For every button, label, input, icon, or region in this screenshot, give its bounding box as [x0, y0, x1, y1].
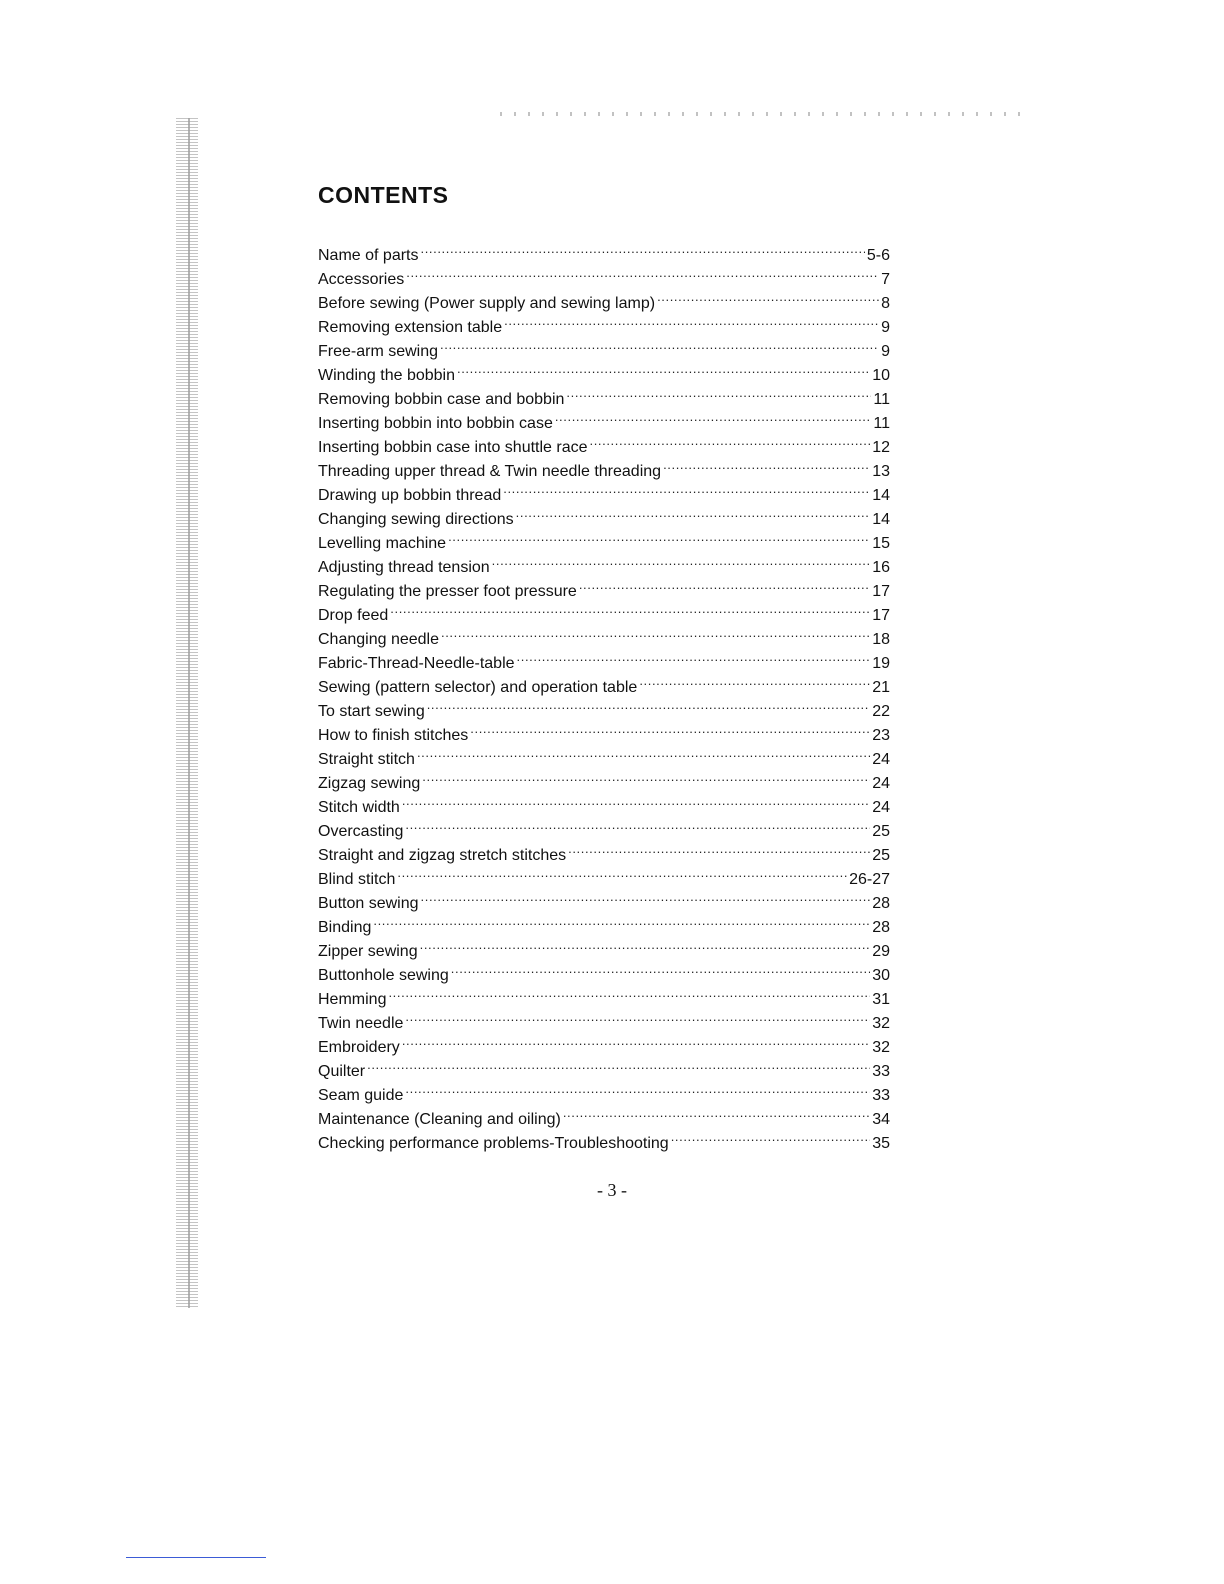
toc-entry — [318, 884, 890, 912]
dot-leader — [417, 740, 870, 764]
dot-leader — [451, 956, 870, 980]
toc-entry-label: Inserting bobbin case into shuttle race — [318, 439, 588, 456]
dot-leader — [566, 380, 871, 404]
toc-entry-label: Adjusting thread tension — [318, 559, 490, 576]
footer-rule — [126, 1557, 266, 1558]
toc-entry-label: How to finish stitches — [318, 727, 469, 744]
toc-entry-page: 32 — [872, 1039, 890, 1056]
toc-entry-label: Checking performance problems-Troubleshooting — [318, 1135, 669, 1152]
toc-entry-label: Drawing up bobbin thread — [318, 487, 502, 504]
toc-entry-label: Before sewing (Power supply and sewing lamp) — [318, 295, 656, 312]
dot-leader — [406, 260, 879, 284]
toc-entry — [318, 908, 890, 936]
toc-entry-page: 15 — [872, 535, 890, 552]
toc-entry-page: 5-6 — [866, 247, 890, 264]
dot-leader — [516, 500, 871, 524]
toc-entry — [318, 836, 890, 864]
toc-entry-label: Stitch width — [318, 799, 400, 816]
toc-entry-page: 30 — [872, 967, 890, 984]
toc-entry-page: 9 — [881, 319, 890, 336]
dot-leader — [388, 980, 870, 1004]
dot-leader — [457, 356, 870, 380]
toc-entry-label: Regulating the presser foot pressure — [318, 583, 577, 600]
toc-entry — [318, 596, 890, 624]
toc-entry — [318, 788, 890, 816]
dot-leader — [397, 860, 847, 884]
dot-leader — [402, 788, 870, 812]
toc-entry-label: Maintenance (Cleaning and oiling) — [318, 1111, 561, 1128]
dot-leader — [420, 932, 871, 956]
toc-entry-label: Seam guide — [318, 1087, 404, 1104]
toc-entry-page: 23 — [872, 727, 890, 744]
toc-entry — [318, 1052, 890, 1080]
toc-entry-page: 8 — [881, 295, 890, 312]
dot-leader — [402, 1028, 870, 1052]
toc-entry — [318, 620, 890, 648]
toc-entry-page: 17 — [872, 607, 890, 624]
toc-entry — [318, 812, 890, 840]
dot-leader — [470, 716, 870, 740]
dot-leader — [579, 572, 870, 596]
dot-leader — [367, 1052, 870, 1076]
toc-entry-label: Name of parts — [318, 247, 419, 264]
toc-entry-label: Fabric-Thread-Needle-table — [318, 655, 515, 672]
toc-entry-label: Removing bobbin case and bobbin — [318, 391, 565, 408]
toc-entry-label: Embroidery — [318, 1039, 400, 1056]
toc-entry-label: Twin needle — [318, 1015, 404, 1032]
toc-entry-page: 16 — [872, 559, 890, 576]
dot-leader — [657, 284, 879, 308]
toc-entry-page: 25 — [872, 847, 890, 864]
toc-entry-label: Drop feed — [318, 607, 389, 624]
toc-entry — [318, 1028, 890, 1056]
toc-entry-label: Binding — [318, 919, 372, 936]
toc-entry-page: 35 — [872, 1135, 890, 1152]
toc-entry-page: 24 — [872, 775, 890, 792]
toc-entry-label: Levelling machine — [318, 535, 447, 552]
toc-entry-label: Accessories — [318, 271, 405, 288]
toc-entry-page: 17 — [872, 583, 890, 600]
toc-entry-page: 32 — [872, 1015, 890, 1032]
toc-entry-page: 7 — [881, 271, 890, 288]
page-number: - 3 - — [597, 1180, 627, 1200]
toc-entry-label: Buttonhole sewing — [318, 967, 449, 984]
toc-entry-label: Winding the bobbin — [318, 367, 455, 384]
toc-entry-label: To start sewing — [318, 703, 425, 720]
dot-leader — [503, 476, 870, 500]
dot-leader — [422, 764, 870, 788]
dot-leader — [390, 596, 870, 620]
toc-entry-label: Straight and zigzag stretch stitches — [318, 847, 567, 864]
dot-leader — [405, 812, 870, 836]
dot-leader — [517, 644, 871, 668]
toc-entry-page: 31 — [872, 991, 890, 1008]
toc-entry-label: Changing needle — [318, 631, 439, 648]
dot-leader — [555, 404, 872, 428]
toc-entry-page: 18 — [872, 631, 890, 648]
toc-entry-page: 21 — [872, 679, 890, 696]
toc-entry-label: Threading upper thread & Twin needle threading — [318, 463, 662, 480]
toc-entry-page: 11 — [873, 415, 890, 432]
dot-leader — [504, 308, 879, 332]
dot-leader — [420, 236, 864, 260]
dot-leader — [663, 452, 870, 476]
toc-entry-label: Button sewing — [318, 895, 419, 912]
dot-leader — [421, 884, 871, 908]
dot-leader — [427, 692, 870, 716]
toc-entry-label: Blind stitch — [318, 871, 396, 888]
toc-entry-page: 26-27 — [849, 871, 890, 888]
toc-entry — [318, 1004, 890, 1032]
toc-entry-page: 28 — [872, 895, 890, 912]
toc-entry-page: 28 — [872, 919, 890, 936]
toc-entry-label: Free-arm sewing — [318, 343, 439, 360]
toc-entry-label: Zipper sewing — [318, 943, 418, 960]
toc-entry-label: Hemming — [318, 991, 387, 1008]
toc-entry-label: Sewing (pattern selector) and operation table — [318, 679, 638, 696]
dot-leader — [568, 836, 870, 860]
toc-entry-label: Overcasting — [318, 823, 404, 840]
dot-leader — [405, 1076, 870, 1100]
toc-entry-label: Inserting bobbin into bobbin case — [318, 415, 553, 432]
toc-entry — [318, 932, 890, 960]
dot-leader — [563, 1100, 870, 1124]
toc-entry-page: 29 — [872, 943, 890, 960]
toc-entry — [318, 980, 890, 1008]
toc-entry — [318, 236, 890, 264]
dot-leader — [440, 332, 879, 356]
toc-entry-page: 25 — [872, 823, 890, 840]
dot-leader — [671, 1124, 871, 1148]
toc-entry-page: 22 — [872, 703, 890, 720]
toc-entry-page: 14 — [872, 511, 890, 528]
toc-entry-page: 10 — [872, 367, 890, 384]
toc-entry-page: 34 — [872, 1111, 890, 1128]
page-title: CONTENTS — [318, 182, 449, 208]
toc-entry-page: 11 — [873, 391, 890, 408]
toc-entry-page: 24 — [872, 751, 890, 768]
toc-entry-page: 9 — [881, 343, 890, 360]
dot-leader — [405, 1004, 870, 1028]
toc-entry-page: 19 — [872, 655, 890, 672]
toc-entry-page: 24 — [872, 799, 890, 816]
dot-leader — [373, 908, 870, 932]
table-of-contents — [318, 236, 890, 1152]
toc-entry-label: Changing sewing directions — [318, 511, 514, 528]
toc-entry-label: Zigzag sewing — [318, 775, 421, 792]
dot-leader — [441, 620, 870, 644]
dot-leader — [448, 524, 870, 548]
dot-leader — [639, 668, 870, 692]
toc-entry — [318, 1076, 890, 1104]
dot-leader — [492, 548, 871, 572]
toc-entry-page: 12 — [872, 439, 890, 456]
toc-entry-label: Quilter — [318, 1063, 366, 1080]
toc-entry-label: Straight stitch — [318, 751, 415, 768]
toc-entry-page: 14 — [872, 487, 890, 504]
dot-leader — [590, 428, 871, 452]
toc-entry — [318, 1100, 890, 1128]
toc-entry-page: 33 — [872, 1087, 890, 1104]
scan-noise — [500, 112, 1020, 116]
scan-binding-edge — [176, 118, 198, 1308]
toc-entry — [318, 860, 890, 888]
toc-entry-label: Removing extension table — [318, 319, 503, 336]
toc-entry-page: 33 — [872, 1063, 890, 1080]
toc-entry-page: 13 — [872, 463, 890, 480]
